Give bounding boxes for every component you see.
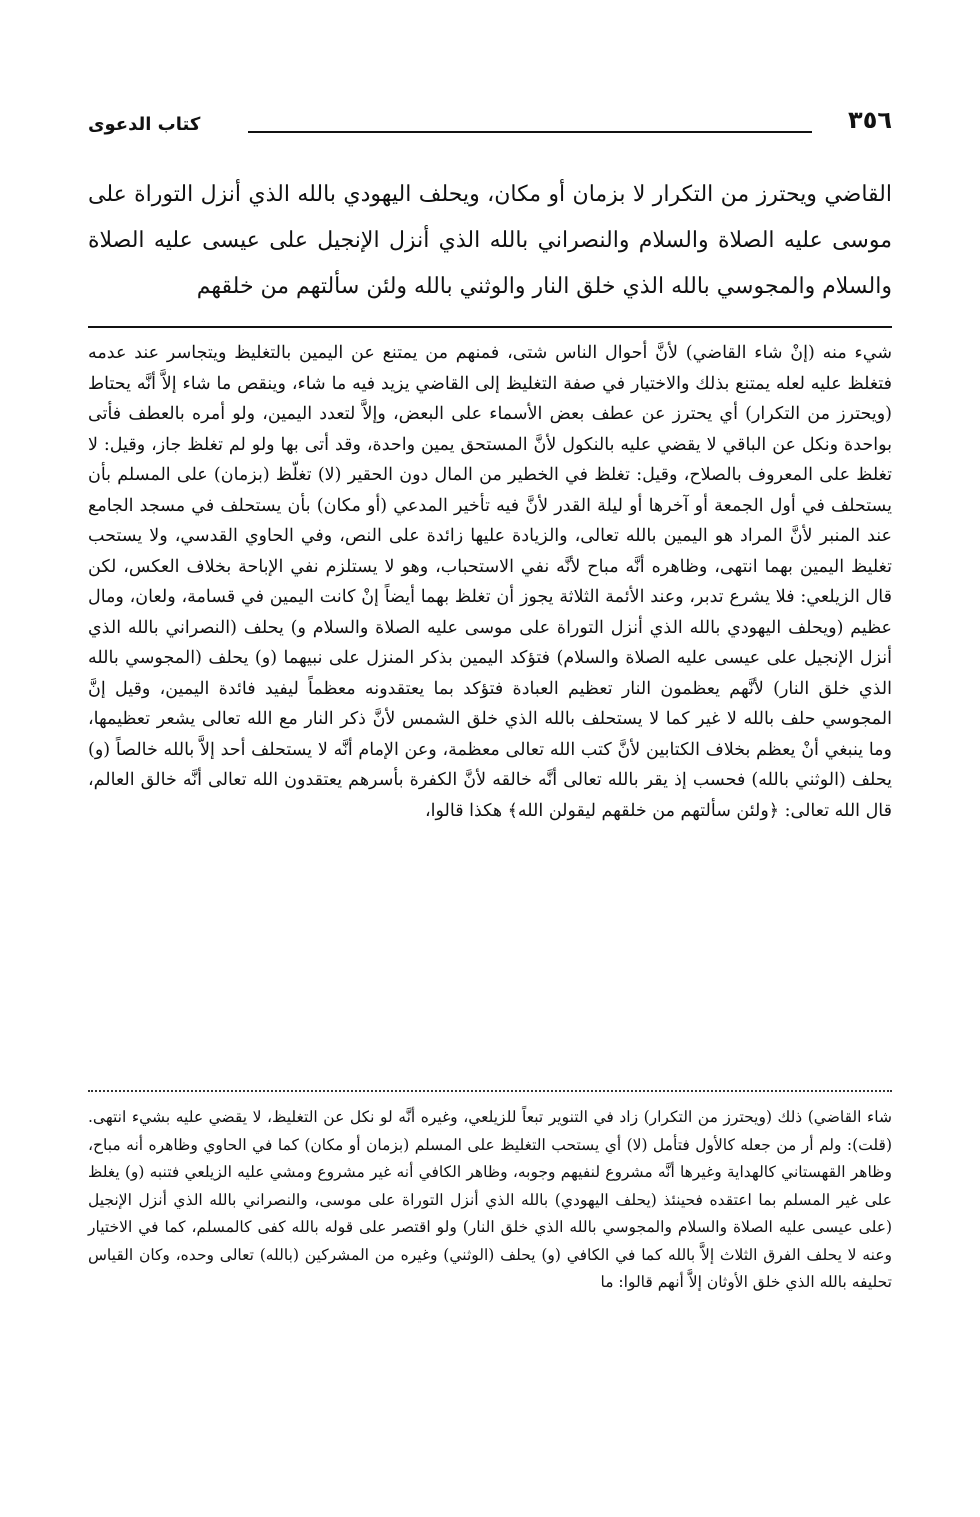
page-number: ٣٥٦ <box>848 106 892 134</box>
commentary-section-1 <box>88 338 892 826</box>
commentary-separator-rule <box>88 1090 892 1092</box>
main-paragraph: القاضي ويحترز من التكرار لا بزمان أو مكان، ويحلف اليهودي بالله الذي أنزل التوراة على موسى عليه الصلاة والسلام والنصراني بالله الذي أنزل الإنجيل على عيسى عليه الصلاة والسلام والمجوسي بالله الذي خلق النار والوثني بالله ولئن سألتهم من خلقهم <box>88 182 892 299</box>
commentary-paragraph-1: شيء منه (إنْ شاء القاضي) لأنَّ أحوال الناس شتى، فمنهم من يمتنع عن اليمين بالتغليظ ويتجاسر عند عدمه فتغلظ عليه لعله يمتنع بذلك والاختيار في صفة التغليظ إلى القاضي يزيد فيه ما شاء، وينقص ما شاء إلاَّ أنَّه يحتاط (ويحترز من التكرار) أي يحترز عن عطف بعض الأسماء على البعض، وإلاَّ لتعدد اليمين، ولو أمره بالعطف فأتى بواحدة ونكل عن الباقي لا يقضي عليه بالنكول لأنَّ المستحق يمين واحدة، وقد أتى بها ولو لم تغلظ جاز، وقيل: لا تغلظ على المعروف بالصلاح، وقيل: تغلظ في الخطير من المال دون الحقير (لا) تغلّظ (بزمان) على المسلم بأن يستحلف في أول الجمعة أو آخرها أو ليلة القدر لأنَّ فيه تأخير المدعي (أو مكان) بأن يستحلف في مسجد الجامع عند المنبر لأنَّ المراد هو اليمين بالله تعالى، والزيادة عليها زائدة على النص، وفي الحاوي القدسي، ولا يستحب تغليظ اليمين بهما انتهى، وظاهره أنَّه مباح لأنَّه نفي الاستحباب، وهو لا يستلزم نفي الإباحة بخلاف العكس، لكن قال الزيلعي: فلا يشرع تدبر، وعند الأئمة الثلاثة يجوز أن تغلظ بهما أيضاً إنْ كانت اليمين في قسامة، ولعان، ومال عظيم (ويحلف اليهودي بالله الذي أنزل التوراة على موسى عليه الصلاة والسلام و) يحلف (النصراني بالله الذي أنزل الإنجيل على عيسى عليه الصلاة والسلام) فتؤكد اليمين بذكر المنزل على نبيهما (و) يحلف (المجوسي بالله الذي خلق النار) لأنَّهم يعظمون النار تعظيم العبادة فتؤكد بما يعتقدونه معظماً ليفيد فائدة اليمين، وقيل إنَّ المجوسي حلف بالله لا غير كما لا يستحلف بالله الذي خلق الشمس لأنَّ ذكر النار مع الله تعالى يشعر تعظيمها، وما ينبغي أنْ يعظم بخلاف الكتابين لأنَّ كتب الله تعالى معظمة، وعن الإمام أنَّه لا يستحلف أحد إلاَّ بالله خالصاً (و) يحلف (الوثني بالله) فحسب إذ يقر بالله تعالى أنَّه خالقه لأنَّ الكفرة بأسرهم يعتقدون الله تعالى أنَّه خالق العالم، قال الله تعالى: ﴿ولئن سألتهم من خلقهم ليقولن الله﴾ هكذا قالوا، <box>88 343 893 821</box>
main-separator-rule <box>88 326 892 328</box>
page-header <box>88 98 892 158</box>
commentary-section-2 <box>88 1104 892 1297</box>
commentary-paragraph-2: شاء القاضي) ذلك (ويحترز من التكرار) زاد في التنوير تبعاً للزيلعي، وغيره أنَّه لو نكل عن التغليظ، لا يقضي عليه بشيء انتهى. (قلت): ولم أر من جعله كالأول فتأمل (لا) أي يستحب التغليظ على المسلم (بزمان أو مكان) كما في الحاوي وظاهره أنه مباح، وظاهر القهستاني كالهداية وغيرها أنَّه مشروع لنفيهم وجوبه، وظاهر الكافي أنه غير مشروع ومشي عليه الزيلعي فتنبه (و) يغلظ على غير المسلم بما اعتقده فحينئذ (يحلف اليهودي) بالله الذي أنزل التوراة على موسى، والنصراني بالله الذي أنزل الإنجيل (على عيسى عليه الصلاة والسلام والمجوسي بالله الذي خلق النار) ولو اقتصر على قوله بالله كفى كالمسلم، كما في الاختيار وعنه لا يحلف الفرق الثلاث إلاَّ بالله كما في الكافي (و) يحلف (الوثني) وغيره من المشركين (بالله) تعالى وحده، وكان القياس تحليفه بالله الذي خلق الأوثان إلاَّ أنهم قالوا: ما <box>88 1108 892 1291</box>
running-title: كتاب الدعوى <box>88 114 201 135</box>
header-rule <box>248 131 812 133</box>
main-text <box>88 172 892 310</box>
